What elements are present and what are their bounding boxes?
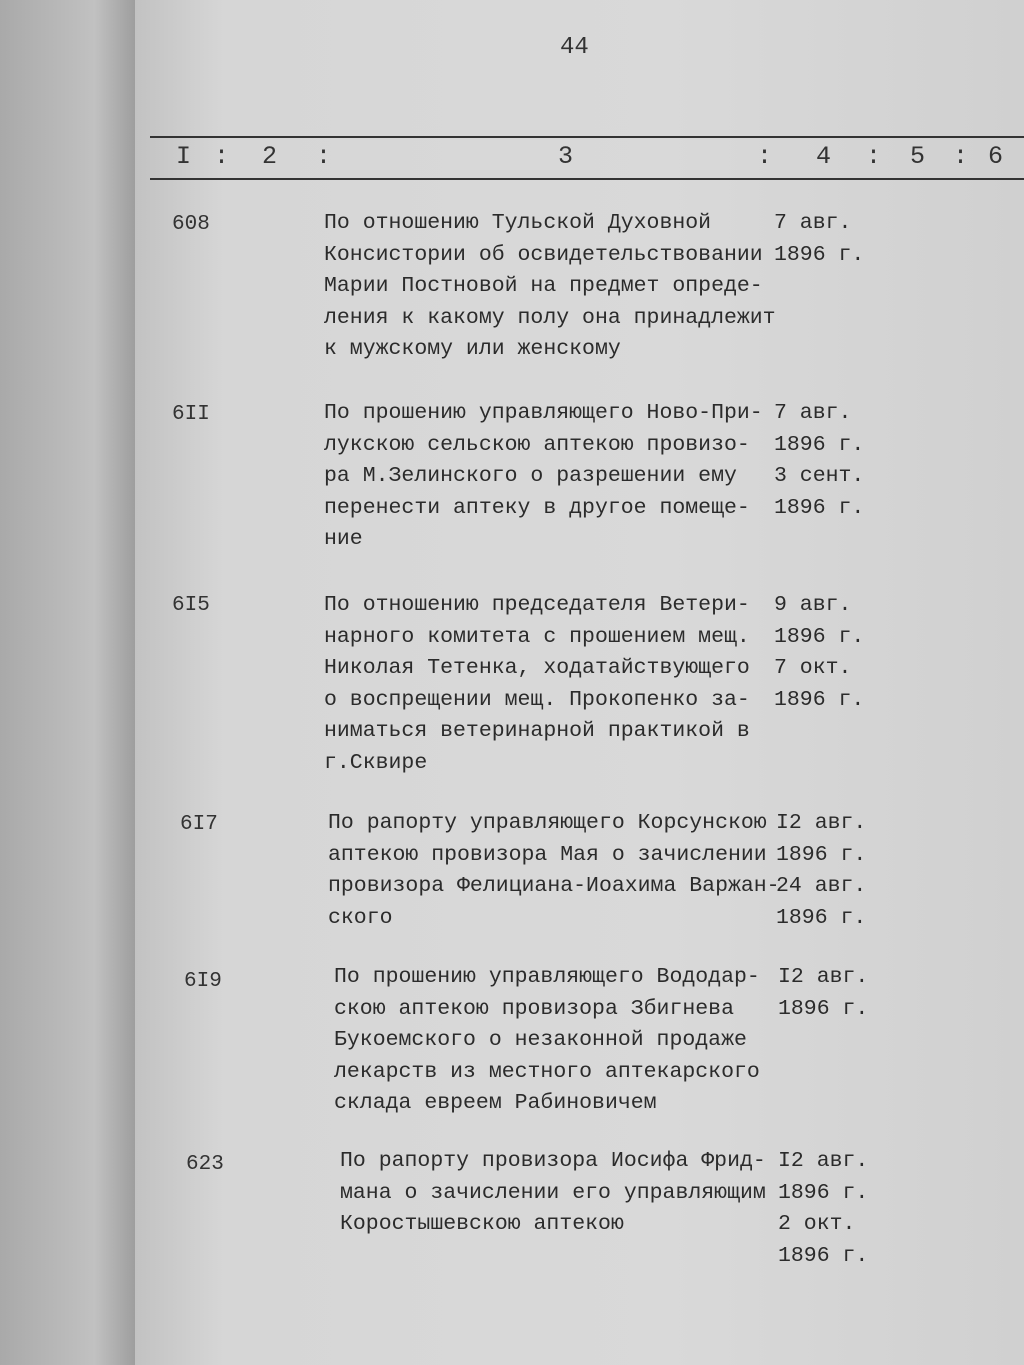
- column-header-separator: :: [757, 142, 773, 171]
- column-header-5: 5: [910, 142, 926, 171]
- entry-dates: I2 авг. 1896 г. 24 авг. 1896 г.: [776, 811, 867, 930]
- page-number: 44: [560, 34, 589, 61]
- entry-description: По рапорту управляющего Корсунскою аптекою провизора Мая о зачислении провизора Фелициана-Иоахима Варжан- ского: [328, 811, 780, 930]
- column-header-6: 6: [988, 142, 1004, 171]
- entry-dates: I2 авг. 1896 г.: [778, 965, 869, 1021]
- entry-description: По отношению председателя Ветери- нарного комитета с прошением мещ. Николая Тетенка, ходатайствующего о воспрещении мещ. Прокопенко за- ниматься ветеринарной практикой в г.Сквире: [324, 593, 750, 775]
- column-header-separator: :: [214, 142, 230, 171]
- entry-dates: 7 авг. 1896 г. 3 сент. 1896 г.: [774, 401, 865, 520]
- entry-description: По прошению управляющего Вододар- скою аптекою провизора Збигнева Букоемского о незаконной продаже лекарств из местного аптекарского склада евреем Рабиновичем: [334, 965, 760, 1115]
- column-header-separator: :: [316, 142, 332, 171]
- entry-number: 623: [186, 1153, 224, 1176]
- entry-number: 6I5: [172, 594, 210, 617]
- entry-description: По прошению управляющего Ново-При- лукскою сельскою аптекою провизо- ра М.Зелинского о разрешении ему перенести аптеку в другое помеще- ние: [324, 401, 763, 551]
- header-top-rule: [150, 136, 1024, 138]
- column-header-separator: :: [953, 142, 969, 171]
- column-header-1: I: [176, 142, 192, 171]
- entry-number: 6I7: [180, 813, 218, 836]
- column-header-3: 3: [558, 142, 574, 171]
- entry-description: По отношению Тульской Духовной Консистории об освидетельствовании Марии Постновой на предмет опреде- ления к какому полу она принадлежит к мужскому или женскому: [324, 211, 776, 361]
- column-header-2: 2: [262, 142, 278, 171]
- entry-dates: I2 авг. 1896 г. 2 окт. 1896 г.: [778, 1149, 869, 1268]
- entry-dates: 7 авг. 1896 г.: [774, 211, 865, 267]
- column-header-4: 4: [816, 142, 832, 171]
- entry-number: 6I9: [184, 970, 222, 993]
- facing-page-edge: [0, 0, 135, 1365]
- entry-dates: 9 авг. 1896 г. 7 окт. 1896 г.: [774, 593, 865, 712]
- column-header-separator: :: [866, 142, 882, 171]
- entry-description: По рапорту провизора Иосифа Фрид- мана о зачислении его управляющим Коростышевскою аптекою: [340, 1149, 766, 1236]
- entry-number: 6II: [172, 403, 210, 426]
- entry-number: 608: [172, 213, 210, 236]
- header-bottom-rule: [150, 178, 1024, 180]
